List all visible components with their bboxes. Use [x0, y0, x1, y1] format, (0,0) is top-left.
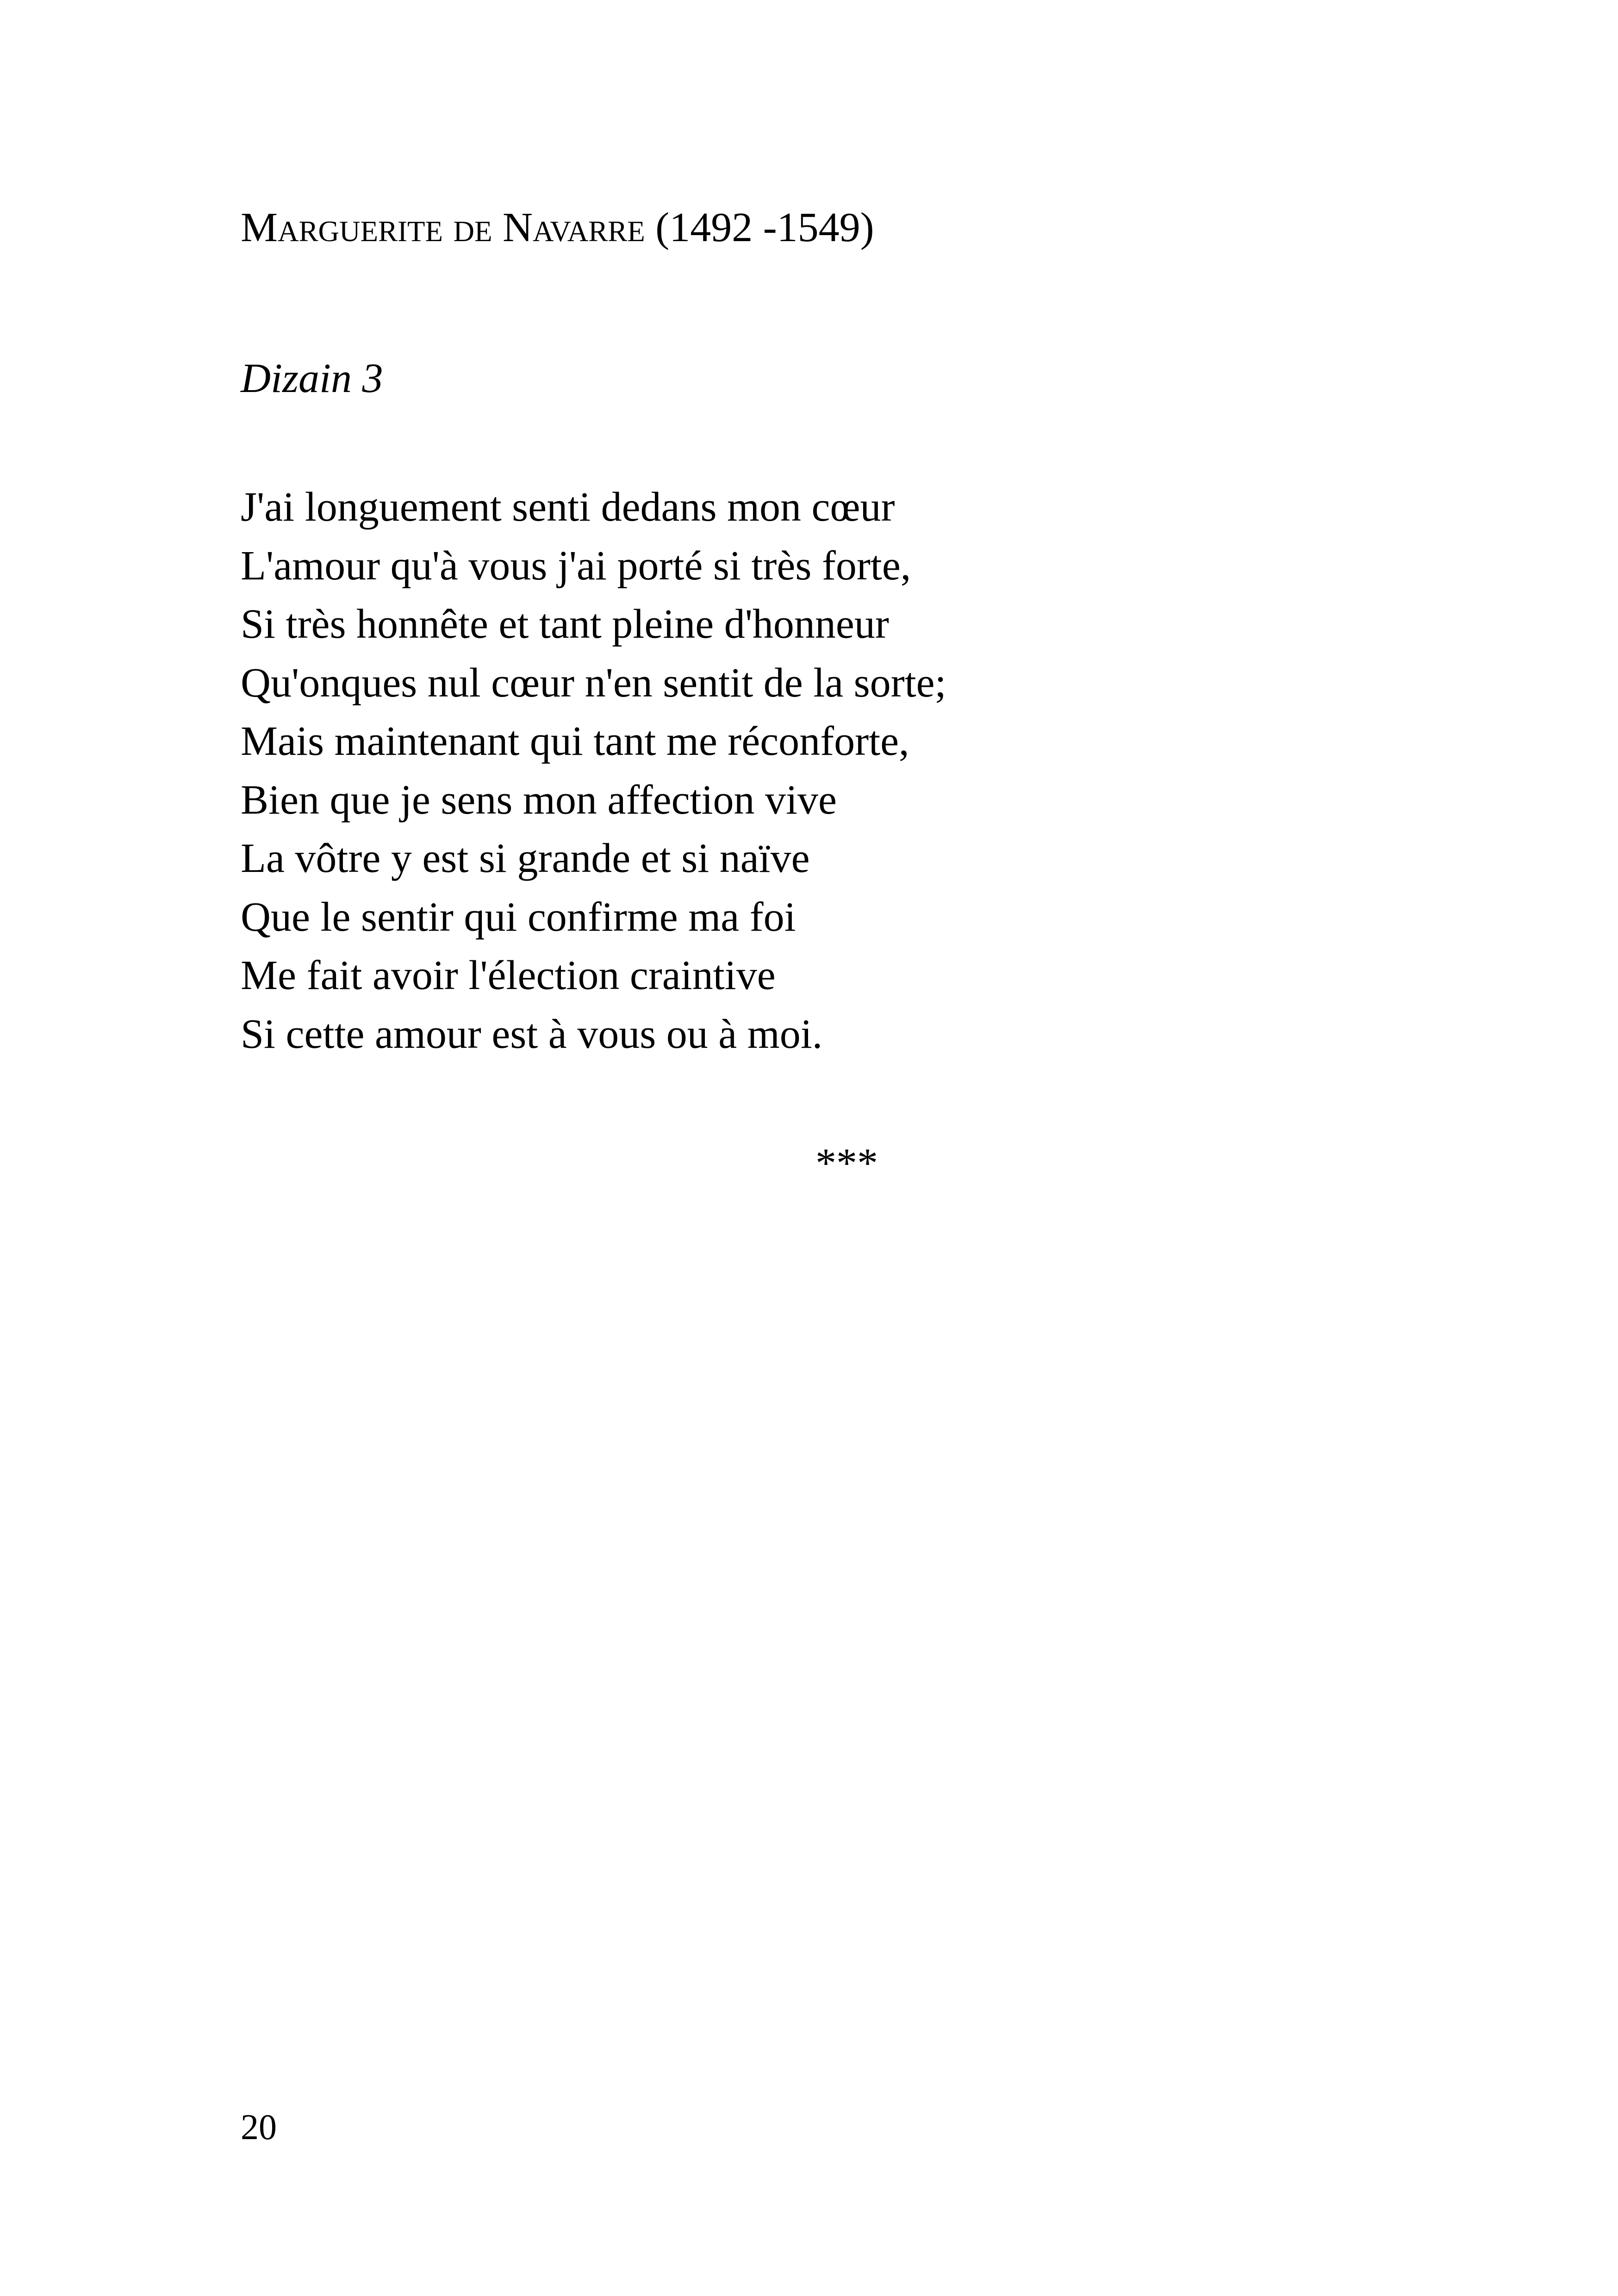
- poem-line: Si cette amour est à vous ou à moi.: [241, 1011, 823, 1057]
- poem-line: Qu'onques nul cœur n'en sentit de la sorte;: [241, 660, 946, 706]
- poem-line: Que le sentir qui confirme ma foi: [241, 894, 796, 940]
- poem-line: Me fait avoir l'élection craintive: [241, 952, 776, 998]
- poem-line: Bien que je sens mon affection vive: [241, 777, 837, 823]
- poem-line: La vôtre y est si grande et si naïve: [241, 835, 810, 881]
- author-dates: (1492 -1549): [655, 205, 874, 250]
- author-heading: [241, 200, 874, 255]
- poem-line: L'amour qu'à vous j'ai porté si très forte,: [241, 542, 911, 589]
- section-separator: ***: [815, 1140, 878, 1186]
- poem-body: [241, 478, 946, 1064]
- poem-title: Dizain 3: [241, 355, 383, 401]
- author-name: Marguerite de Navarre: [241, 205, 645, 250]
- poem-line: Si très honnête et tant pleine d'honneur: [241, 601, 889, 647]
- poem-line: Mais maintenant qui tant me réconforte,: [241, 718, 909, 764]
- page-number: 20: [241, 2107, 277, 2147]
- poem-line: J'ai longuement senti dedans mon cœur: [241, 484, 895, 530]
